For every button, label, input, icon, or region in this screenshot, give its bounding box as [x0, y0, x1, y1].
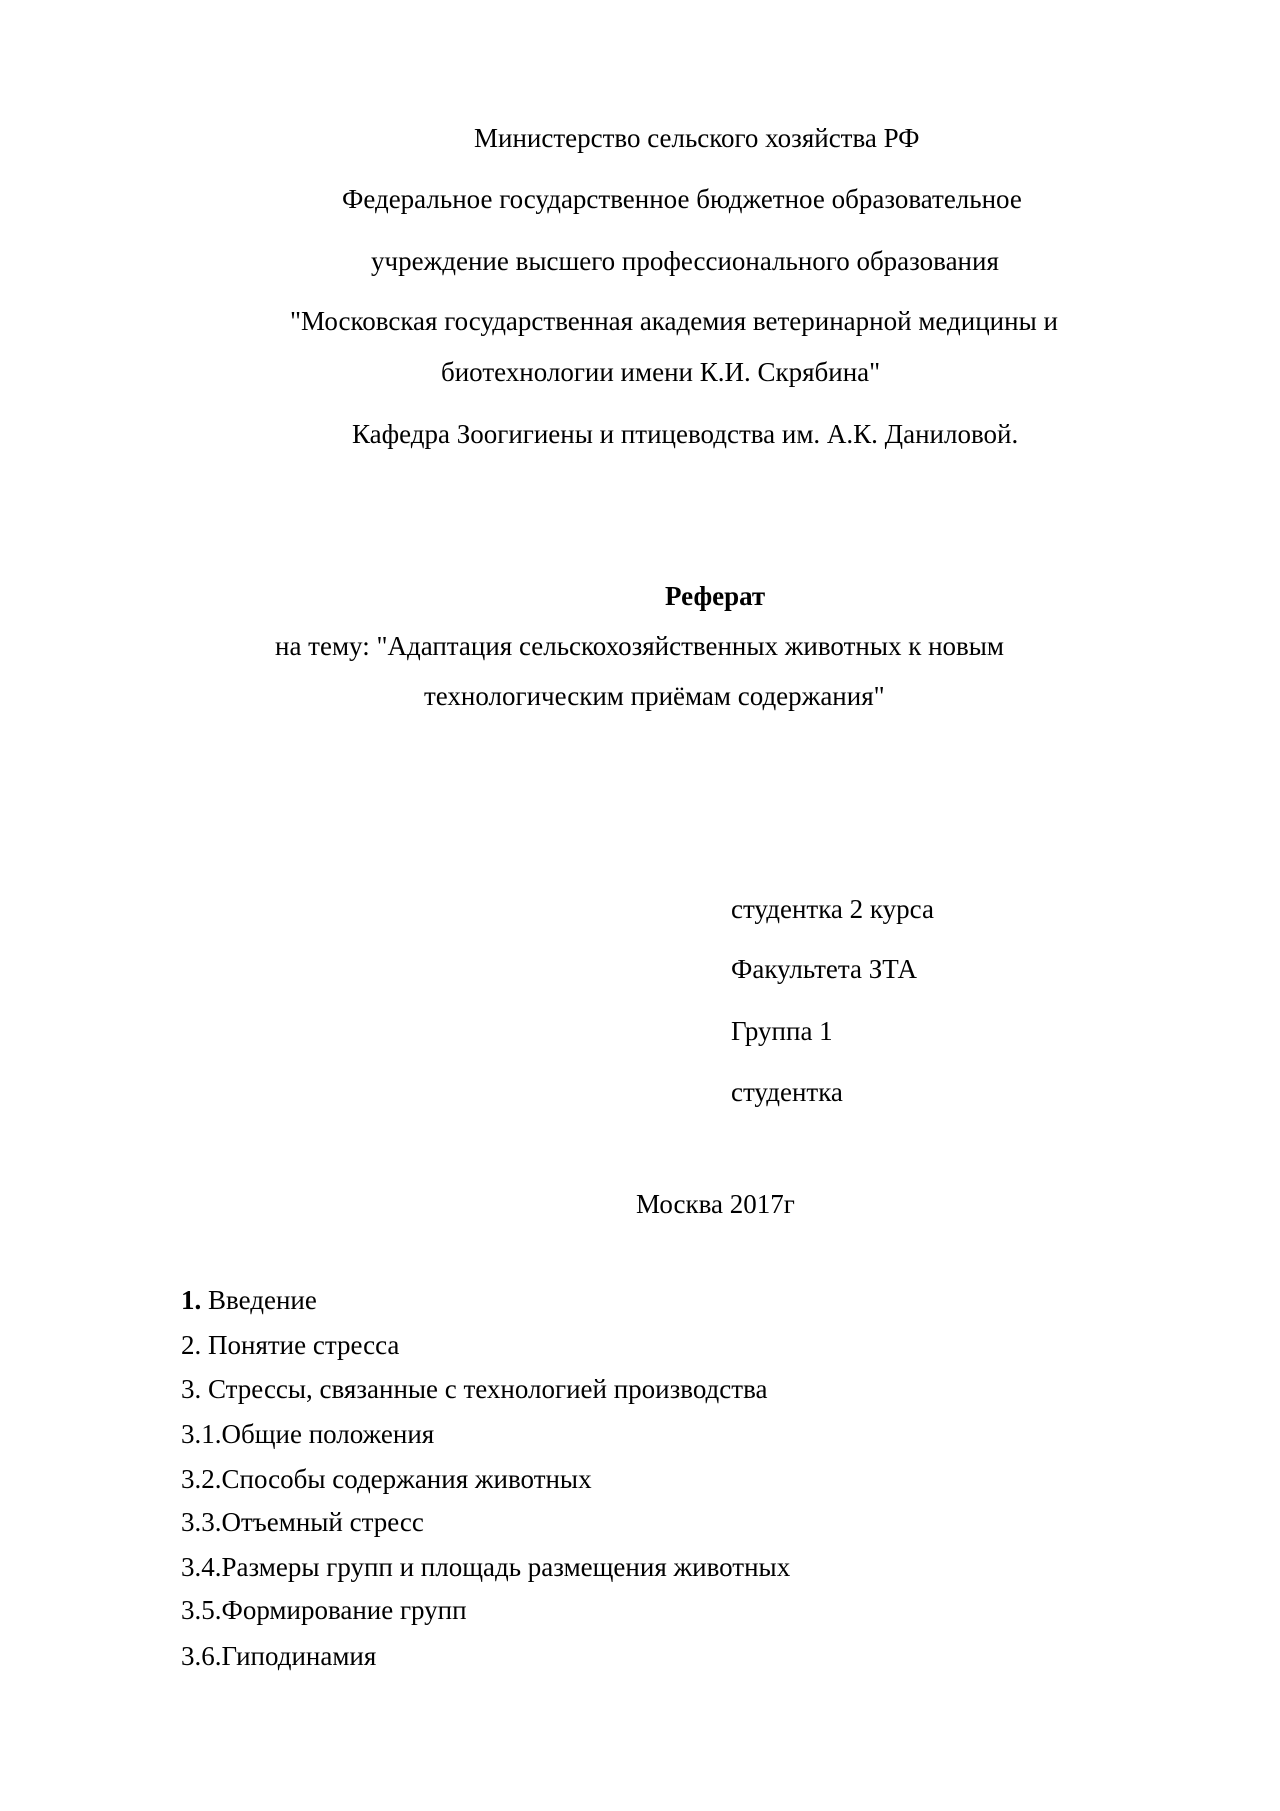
topic-line-2: технологическим приёмам содержания" [424, 681, 885, 711]
toc-item-3-2: 3.2.Способы содержания животных [181, 1464, 592, 1494]
toc-item-3: 3. Стрессы, связанные с технологией производства [181, 1374, 768, 1404]
toc-item-3-5: 3.5.Формирование групп [181, 1595, 467, 1625]
department-line: Кафедра Зоогигиены и птицеводства им. А.К. Даниловой. [352, 419, 1019, 449]
toc-item-3-6: 3.6.Гиподинамия [181, 1641, 377, 1671]
toc-item-2: 2. Понятие стресса [181, 1330, 400, 1360]
author-group: Группа 1 [731, 1016, 833, 1046]
academy-line-1: "Московская государственная академия ветеринарной медицины и [290, 306, 1058, 336]
topic-line-1: на тему: "Адаптация сельскохозяйственных животных к новым [275, 631, 1004, 661]
institution-line-2: учреждение высшего профессионального образования [371, 246, 999, 276]
academy-line-2: биотехнологии имени К.И. Скрябина" [441, 357, 881, 387]
author-faculty: Факультета ЗТА [731, 954, 917, 984]
institution-line-1: Федеральное государственное бюджетное образовательное [342, 184, 1022, 214]
ministry-line: Министерство сельского хозяйства РФ [474, 123, 920, 153]
toc-item-1-text: Введение [201, 1285, 317, 1315]
toc-item-1-number: 1. [181, 1285, 202, 1315]
city-year: Москва 2017г [636, 1189, 795, 1219]
author-course: студентка 2 курса [731, 894, 934, 924]
author-student: студентка [731, 1077, 843, 1107]
document-title: Реферат [665, 581, 766, 611]
toc-item-3-3: 3.3.Отъемный стресс [181, 1507, 424, 1537]
toc-item-3-4: 3.4.Размеры групп и площадь размещения животных [181, 1552, 791, 1582]
toc-item-3-1: 3.1.Общие положения [181, 1419, 435, 1449]
toc-item-1 [181, 1284, 317, 1316]
